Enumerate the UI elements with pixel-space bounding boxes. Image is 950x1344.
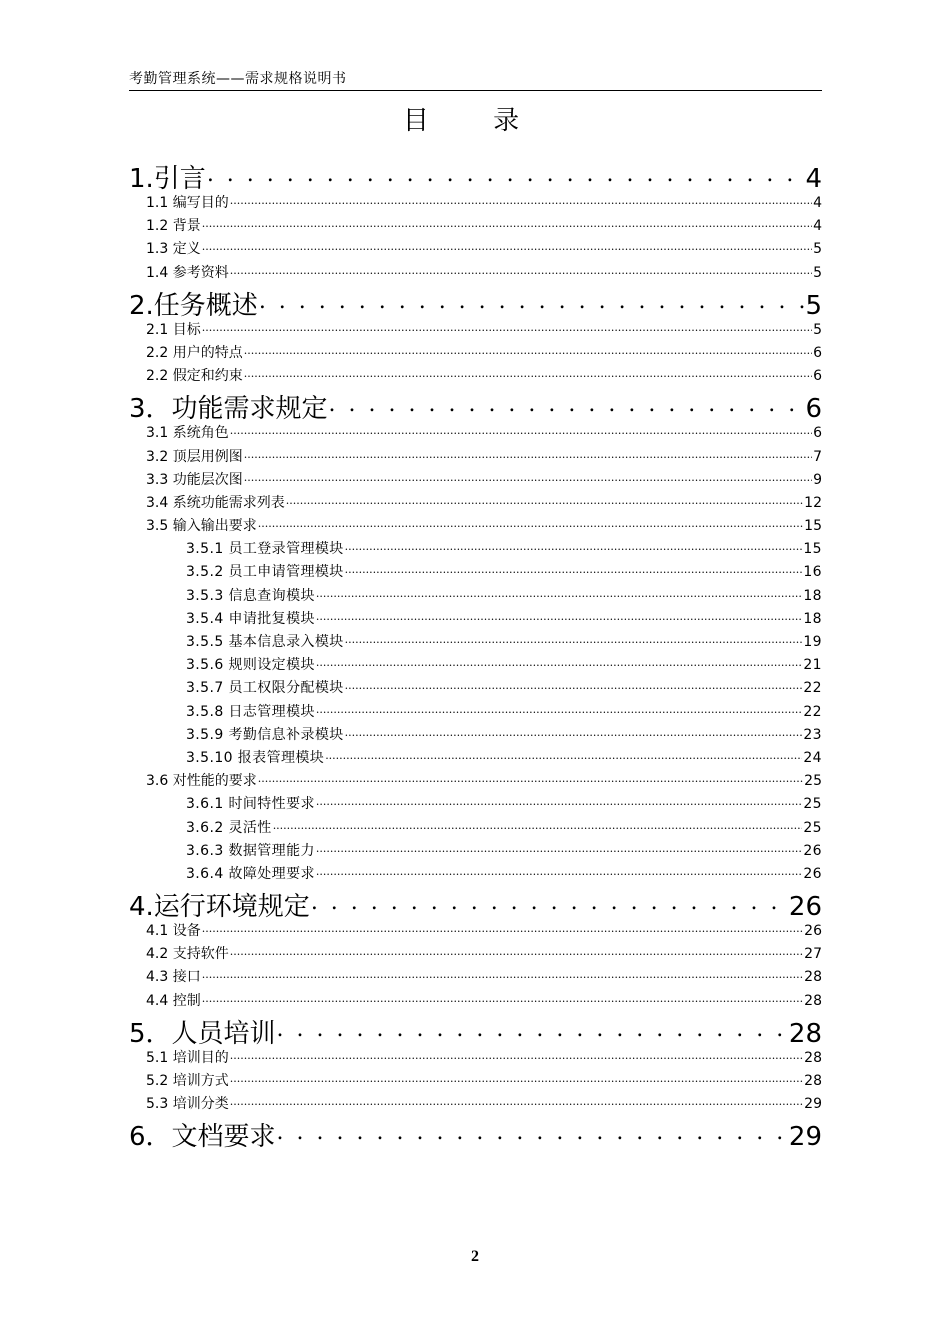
toc-entry-page-number: 5 [813, 264, 822, 281]
toc-entry-page-number: 5 [813, 321, 822, 338]
header-title: 考勤管理系统——需求规格说明书 [129, 71, 347, 87]
dot-leader [316, 841, 803, 855]
toc-entry-label: 3.5 输入输出要求 [146, 518, 257, 535]
toc-entry-page-number: 28 [788, 1018, 822, 1049]
toc-entry-label: 3.5.10 报表管理模块 [186, 749, 325, 766]
toc-entry-label: 3.3 功能层次图 [146, 471, 243, 488]
toc-entry[interactable] [129, 886, 822, 923]
dot-leader [258, 516, 803, 530]
dot-leader [202, 921, 803, 935]
toc-entry[interactable] [129, 342, 822, 365]
dot-leader [345, 562, 803, 576]
toc-entry-label: 3.5.3 信息查询模块 [186, 587, 315, 604]
dot-leader [316, 794, 803, 808]
dot-leader [316, 864, 803, 878]
toc-entry-page-number: 26 [788, 892, 822, 923]
toc-entry-label: 3.5.7 员工权限分配模块 [186, 680, 344, 697]
toc-entry[interactable] [129, 585, 822, 608]
toc-entry-label: 1.3 定义 [146, 241, 201, 258]
toc-entry-page-number: 22 [803, 703, 822, 720]
dot-leader [244, 366, 812, 380]
toc-entry-page-number: 18 [803, 610, 822, 627]
toc-entry[interactable] [129, 561, 822, 584]
dot-leader [202, 216, 812, 230]
toc-entry-label: 3.4 系统功能需求列表 [146, 494, 285, 511]
toc-entry[interactable] [129, 608, 822, 631]
dot-leader [207, 161, 805, 187]
dot-leader [202, 991, 803, 1005]
dot-leader [345, 539, 803, 553]
toc-entry-page-number: 6 [805, 394, 822, 425]
toc-entry-label: 4.运行环境规定 [129, 892, 310, 923]
toc-entry-page-number: 25 [803, 796, 822, 813]
toc-entry[interactable] [129, 285, 822, 319]
toc-entry[interactable] [129, 990, 822, 1013]
toc-entry-page-number: 28 [804, 992, 822, 1009]
toc-entry-page-number: 25 [803, 819, 822, 836]
toc-entry-page-number: 6 [813, 425, 822, 442]
toc-entry[interactable] [129, 1013, 822, 1047]
toc-entry[interactable] [129, 1070, 822, 1093]
toc-entry-page-number: 23 [803, 726, 822, 743]
toc-entry-label: 2.任务概述 [129, 290, 258, 321]
toc-entry-page-number: 6 [813, 368, 822, 385]
dot-leader [316, 586, 803, 600]
toc-entry[interactable] [129, 1093, 822, 1116]
toc-entry[interactable] [129, 920, 822, 943]
toc-entry-label: 3.6.2 灵活性 [186, 819, 272, 836]
dot-leader [202, 239, 812, 253]
toc-entry[interactable] [129, 388, 822, 425]
toc-entry[interactable] [129, 863, 822, 886]
toc-entry-label: 5．人员培训 [129, 1018, 276, 1049]
toc-entry[interactable] [129, 943, 822, 966]
dot-leader [286, 493, 803, 507]
toc-entry-label: 3.5.4 申请批复模块 [186, 610, 315, 627]
dot-leader [259, 288, 805, 314]
toc-entry-label: 5.2 培训方式 [146, 1073, 229, 1089]
dot-leader [316, 702, 803, 716]
page-number: 2 [471, 1248, 479, 1265]
toc-entry-label: 5.3 培训分类 [146, 1096, 229, 1113]
toc-entry-page-number: 25 [804, 773, 822, 790]
dot-leader [230, 423, 812, 437]
toc-entry-label: 3.6.3 数据管理能力 [186, 842, 315, 859]
dot-leader [325, 748, 802, 762]
toc-entry[interactable] [129, 1047, 822, 1070]
toc-entry-page-number: 9 [813, 471, 822, 488]
toc-entry-page-number: 26 [803, 842, 822, 859]
toc-entry-page-number: 12 [804, 494, 822, 511]
dot-leader [230, 944, 803, 958]
dot-leader [345, 678, 803, 692]
dot-leader [230, 1071, 803, 1085]
toc-entry-label: 4.4 控制 [146, 992, 201, 1009]
toc-entry-page-number: 5 [805, 290, 822, 321]
dot-leader [345, 725, 803, 739]
toc-entry-page-number: 18 [803, 587, 822, 604]
toc-entry-page-number: 5 [813, 241, 822, 258]
toc-entry-label: 3.2 顶层用例图 [146, 448, 243, 465]
dot-leader [202, 320, 812, 334]
toc-entry-label: 3.5.8 日志管理模块 [186, 703, 315, 720]
toc-entry-label: 3.6 对性能的要求 [146, 773, 257, 790]
toc-entry-label: 1.2 背景 [146, 218, 201, 235]
toc-entry-label: 3．功能需求规定 [129, 394, 328, 425]
page-header [129, 68, 822, 91]
toc-entry-page-number: 15 [804, 518, 822, 535]
toc-entry[interactable] [129, 492, 822, 515]
toc-title: 目 录 [402, 106, 548, 136]
toc-entry[interactable] [129, 966, 822, 989]
toc-entry-page-number: 6 [813, 344, 822, 361]
toc-entry[interactable] [129, 701, 822, 724]
table-of-contents [129, 158, 822, 1153]
toc-entry-page-number: 7 [813, 448, 822, 465]
toc-entry-label: 1.引言 [129, 164, 206, 194]
toc-entry-page-number: 16 [803, 564, 822, 581]
toc-entry[interactable] [129, 770, 822, 793]
toc-entry-page-number: 24 [803, 749, 822, 766]
dot-leader [230, 193, 812, 207]
toc-entry-label: 1.1 编写目的 [146, 195, 229, 211]
dot-leader [244, 470, 812, 484]
toc-entry-label: 5.1 培训目的 [146, 1049, 229, 1066]
toc-entry[interactable] [129, 262, 822, 285]
toc-entry-page-number: 26 [804, 923, 822, 940]
toc-entry-page-number: 26 [803, 865, 822, 882]
dot-leader [316, 609, 803, 623]
toc-entry-page-number: 21 [803, 657, 822, 674]
toc-entry[interactable] [129, 422, 822, 445]
toc-entry-label: 3.5.1 员工登录管理模块 [186, 541, 344, 558]
dot-leader [277, 1016, 788, 1042]
toc-entry-label: 4.1 设备 [146, 923, 201, 940]
toc-entry[interactable] [129, 469, 822, 492]
toc-entry[interactable] [129, 215, 822, 238]
toc-entry-page-number: 15 [803, 541, 822, 558]
toc-entry[interactable] [129, 631, 822, 654]
dot-leader [258, 771, 803, 785]
toc-entry[interactable] [129, 840, 822, 863]
dot-leader [273, 818, 803, 832]
dot-leader [244, 447, 812, 461]
toc-entry-page-number: 29 [788, 1122, 822, 1153]
toc-entry[interactable] [129, 365, 822, 388]
toc-entry-label: 3.5.5 基本信息录入模块 [186, 634, 344, 650]
toc-entry-page-number: 4 [813, 195, 822, 211]
dot-leader [230, 263, 812, 277]
toc-entry-page-number: 19 [803, 634, 822, 650]
toc-entry-label: 3.5.6 规则设定模块 [186, 657, 315, 674]
toc-entry-label: 4.2 支持软件 [146, 946, 229, 963]
toc-entry-page-number: 4 [805, 164, 822, 194]
toc-entry[interactable] [129, 158, 822, 192]
toc-entry[interactable] [129, 724, 822, 747]
toc-entry-page-number: 4 [813, 218, 822, 235]
dot-leader [202, 967, 803, 981]
dot-leader [277, 1119, 788, 1145]
toc-entry-label: 2.1 目标 [146, 321, 201, 338]
dot-leader [230, 1048, 803, 1062]
toc-entry[interactable] [129, 538, 822, 561]
toc-entry[interactable] [129, 192, 822, 215]
toc-entry[interactable] [129, 446, 822, 469]
toc-entry-page-number: 28 [804, 1049, 822, 1066]
toc-entry[interactable] [129, 319, 822, 342]
dot-leader [244, 343, 812, 357]
toc-entry-page-number: 27 [804, 946, 822, 963]
toc-entry-label: 1.4 参考资料 [146, 264, 229, 281]
toc-entry-page-number: 22 [803, 680, 822, 697]
toc-entry-label: 6．文档要求 [129, 1122, 276, 1153]
toc-entry-page-number: 28 [804, 1073, 822, 1089]
toc-entry[interactable] [129, 677, 822, 700]
dot-leader [230, 1094, 803, 1108]
toc-entry[interactable] [129, 817, 822, 840]
toc-entry[interactable] [129, 515, 822, 538]
toc-entry[interactable] [129, 238, 822, 261]
toc-entry[interactable] [129, 654, 822, 677]
toc-entry-page-number: 28 [804, 969, 822, 986]
toc-entry[interactable] [129, 747, 822, 770]
toc-entry-label: 4.3 接口 [146, 969, 201, 986]
toc-entry-label: 2.2 用户的特点 [146, 344, 243, 361]
toc-entry-label: 3.6.4 故障处理要求 [186, 865, 315, 882]
toc-entry[interactable] [129, 1116, 822, 1153]
dot-leader [345, 632, 803, 646]
dot-leader [316, 655, 803, 669]
toc-entry-label: 3.6.1 时间特性要求 [186, 796, 315, 813]
toc-entry-label: 3.1 系统角色 [146, 425, 229, 442]
dot-leader [311, 889, 788, 915]
toc-entry-label: 3.5.9 考勤信息补录模块 [186, 726, 344, 743]
toc-entry[interactable] [129, 793, 822, 816]
toc-entry-label: 3.5.2 员工申请管理模块 [186, 564, 344, 581]
dot-leader [329, 391, 805, 417]
toc-entry-label: 2.2 假定和约束 [146, 368, 243, 385]
toc-entry-page-number: 29 [804, 1096, 822, 1113]
